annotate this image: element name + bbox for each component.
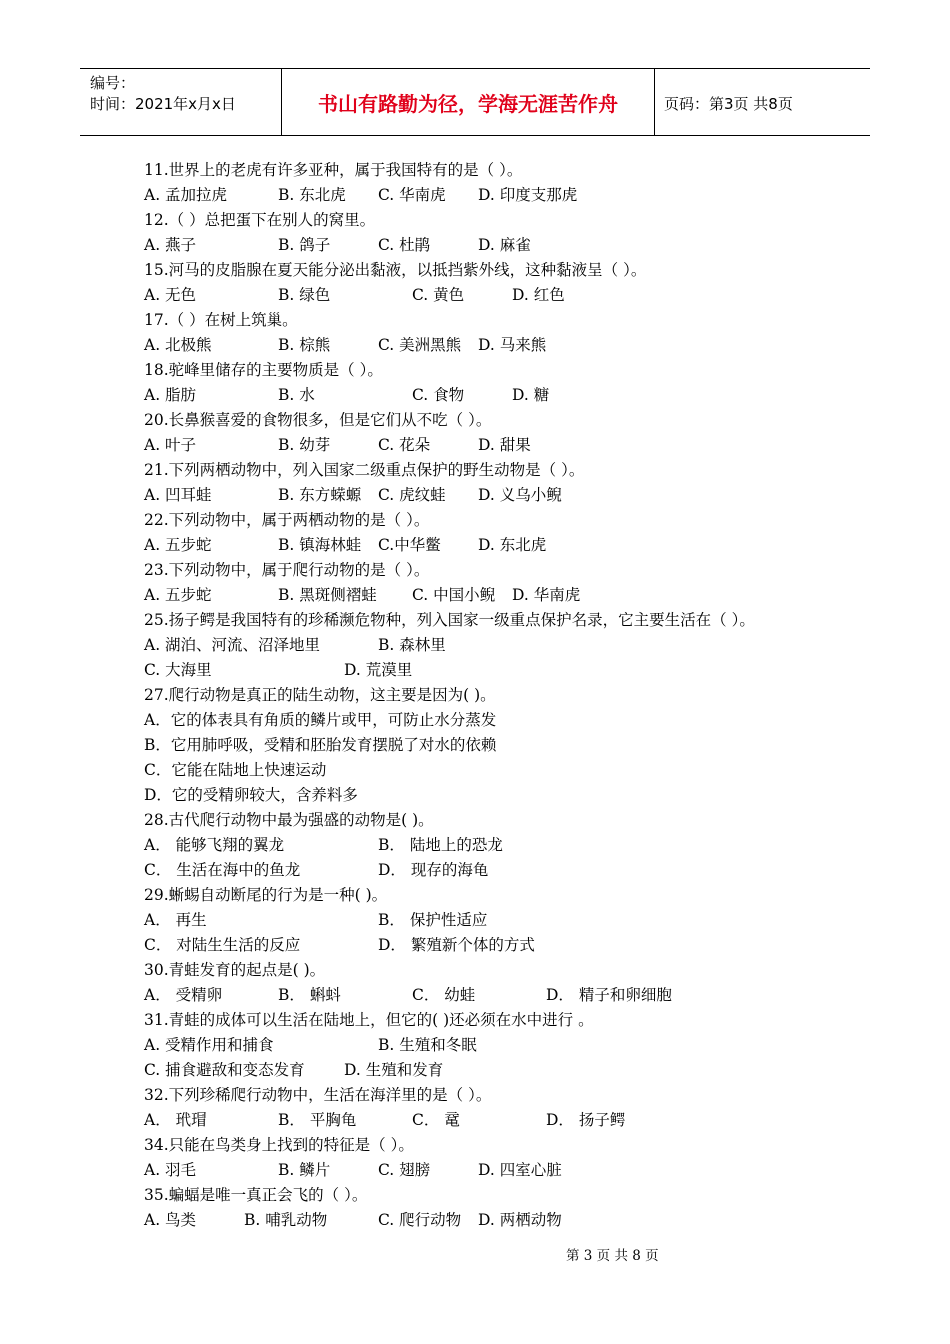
answer-option: B. 镇海林蛙	[278, 536, 362, 554]
question-stem: 32.下列珍稀爬行动物中，生活在海洋里的是（ ）。	[144, 1086, 492, 1104]
header-page-info: 页码：第3页 共8页	[664, 95, 793, 113]
answer-option: B. 森林里	[378, 636, 446, 654]
question-stem: 23.下列动物中，属于爬行动物的是（ ）。	[144, 561, 430, 579]
answer-option: A. 羽毛	[144, 1161, 197, 1179]
options-row	[144, 733, 844, 758]
options-row	[144, 233, 844, 258]
document-header	[80, 68, 870, 136]
answer-option: D. 印度支那虎	[478, 186, 578, 204]
answer-option: B. 黑斑侧褶蛙	[278, 586, 377, 604]
answer-option: D． 繁殖新个体的方式	[378, 936, 535, 954]
answer-option: A. 北极熊	[144, 336, 212, 354]
answer-option: A. 燕子	[144, 236, 197, 254]
question-list	[144, 158, 844, 1233]
answer-option: D． 现存的海龟	[378, 861, 489, 879]
question-stem: 28.古代爬行动物中最为强盛的动物是( )。	[144, 811, 434, 829]
answer-option: A. 受精作用和捕食	[144, 1036, 274, 1054]
number-label: 编号：	[90, 74, 136, 92]
answer-option: D．它的受精卵较大，含养料多	[144, 786, 358, 804]
answer-option: C.中华鳖	[378, 536, 441, 554]
options-row	[144, 483, 844, 508]
options-row	[144, 333, 844, 358]
options-row	[144, 983, 844, 1008]
answer-option: A． 玳瑁	[144, 1111, 207, 1129]
options-row	[144, 783, 844, 808]
answer-option: C. 虎纹蛙	[378, 486, 446, 504]
answer-option: A. 五步蛇	[144, 586, 212, 604]
header-divider	[654, 69, 655, 135]
answer-option: D. 义乌小鲵	[478, 486, 562, 504]
page-footer: 第 3 页 共 8 页	[566, 1248, 659, 1264]
question-stem: 20.长鼻猴喜爱的食物很多，但是它们从不吃（ ）。	[144, 411, 492, 429]
options-row	[144, 833, 844, 858]
answer-option: D. 荒漠里	[344, 661, 413, 679]
answer-option: B. 生殖和冬眠	[378, 1036, 477, 1054]
question-stem: 11.世界上的老虎有许多亚种，属于我国特有的是（ ）。	[144, 161, 523, 179]
question-stem: 22.下列动物中，属于两栖动物的是（ ）。	[144, 511, 430, 529]
question-stem: 18.驼峰里储存的主要物质是（ ）。	[144, 361, 383, 379]
answer-option: C. 捕食避敌和变态发育	[144, 1061, 305, 1079]
question-stem: 29.蜥蜴自动断尾的行为是一种( )。	[144, 886, 388, 904]
answer-option: A． 再生	[144, 911, 207, 929]
options-row	[144, 758, 844, 783]
answer-option: C． 对陆生生活的反应	[144, 936, 301, 954]
answer-option: A. 叶子	[144, 436, 197, 454]
answer-option: A． 能够飞翔的翼龙	[144, 836, 285, 854]
answer-option: D. 四室心脏	[478, 1161, 562, 1179]
answer-option: B. 东方蝾螈	[278, 486, 362, 504]
answer-option: C. 花朵	[378, 436, 431, 454]
answer-option: B. 鸽子	[278, 236, 331, 254]
question-stem: 17.（ ）在树上筑巢。	[144, 311, 298, 329]
answer-option: C. 食物	[412, 386, 465, 404]
question-stem: 15.河马的皮脂腺在夏天能分泌出黏液，以抵挡紫外线，这种黏液呈（ ）。	[144, 261, 647, 279]
question-stem: 12.（ ）总把蛋下在别人的窝里。	[144, 211, 376, 229]
answer-option: A. 孟加拉虎	[144, 186, 228, 204]
options-row	[144, 1033, 844, 1058]
answer-option: A． 受精卵	[144, 986, 223, 1004]
answer-option: A. 五步蛇	[144, 536, 212, 554]
options-row	[144, 1108, 844, 1133]
answer-option: B. 东北虎	[278, 186, 346, 204]
answer-option: D. 两栖动物	[478, 1211, 562, 1229]
options-row	[144, 183, 844, 208]
answer-option: D. 糖	[512, 386, 550, 404]
answer-option: A. 脂肪	[144, 386, 197, 404]
question-stem: 31.青蛙的成体可以生活在陆地上，但它的( )还必须在水中进行 。	[144, 1011, 594, 1029]
question-stem: 34.只能在鸟类身上找到的特征是（ ）。	[144, 1136, 414, 1154]
answer-option: A. 湖泊、河流、沼泽地里	[144, 636, 321, 654]
options-row	[144, 533, 844, 558]
options-row	[144, 658, 844, 683]
answer-option: C. 翅膀	[378, 1161, 431, 1179]
options-row	[144, 283, 844, 308]
answer-option: C． 鼋	[412, 1111, 460, 1129]
answer-option: D. 东北虎	[478, 536, 547, 554]
answer-option: B. 绿色	[278, 286, 331, 304]
question-stem: 27.爬行动物是真正的陆生动物，这主要是因为( )。	[144, 686, 496, 704]
answer-option: C. 杜鹃	[378, 236, 431, 254]
time-label: 时间：2021年x月x日	[90, 95, 236, 113]
options-row	[144, 433, 844, 458]
answer-option: C. 黄色	[412, 286, 465, 304]
options-row	[144, 858, 844, 883]
answer-option: D． 精子和卵细胞	[546, 986, 672, 1004]
answer-option: C. 华南虎	[378, 186, 446, 204]
answer-option: D. 甜果	[478, 436, 531, 454]
answer-option: D. 麻雀	[478, 236, 531, 254]
answer-option: A. 凹耳蛙	[144, 486, 212, 504]
answer-option: A. 鸟类	[144, 1211, 197, 1229]
options-row	[144, 1158, 844, 1183]
options-row	[144, 383, 844, 408]
answer-option: D. 华南虎	[512, 586, 581, 604]
question-stem: 35.蝙蝠是唯一真正会飞的（ ）。	[144, 1186, 368, 1204]
answer-option: C. 中国小鲵	[412, 586, 496, 604]
answer-option: B. 哺乳动物	[244, 1211, 328, 1229]
answer-option: C. 爬行动物	[378, 1211, 462, 1229]
answer-option: B．它用肺呼吸，受精和胚胎发育摆脱了对水的依赖	[144, 736, 497, 754]
answer-option: B． 平胸龟	[278, 1111, 357, 1129]
options-row	[144, 633, 844, 658]
options-row	[144, 933, 844, 958]
question-stem: 25.扬子鳄是我国特有的珍稀濒危物种，列入国家一级重点保护名录，它主要生活在（ ）。	[144, 611, 755, 629]
header-motto: 书山有路勤为径，学海无涯苦作舟	[318, 91, 618, 116]
answer-option: D. 生殖和发育	[344, 1061, 444, 1079]
answer-option: B. 鳞片	[278, 1161, 331, 1179]
answer-option: B． 陆地上的恐龙	[378, 836, 503, 854]
options-row	[144, 908, 844, 933]
question-stem: 30.青蛙发育的起点是( )。	[144, 961, 326, 979]
answer-option: B. 水	[278, 386, 315, 404]
answer-option: B． 蝌蚪	[278, 986, 341, 1004]
question-stem: 21.下列两栖动物中，列入国家二级重点保护的野生动物是（ ）。	[144, 461, 585, 479]
answer-option: D. 马来熊	[478, 336, 547, 354]
options-row	[144, 583, 844, 608]
answer-option: C． 生活在海中的鱼龙	[144, 861, 301, 879]
options-row	[144, 1058, 844, 1083]
answer-option: A. 无色	[144, 286, 197, 304]
answer-option: D. 红色	[512, 286, 565, 304]
answer-option: A．它的体表具有角质的鳞片或甲，可防止水分蒸发	[144, 711, 497, 729]
answer-option: B． 保护性适应	[378, 911, 488, 929]
header-meta	[90, 73, 280, 115]
answer-option: C. 美洲黑熊	[378, 336, 462, 354]
answer-option: C． 幼蛙	[412, 986, 476, 1004]
answer-option: C. 大海里	[144, 661, 212, 679]
answer-option: B. 棕熊	[278, 336, 331, 354]
answer-option: B. 幼芽	[278, 436, 331, 454]
options-row	[144, 1208, 844, 1233]
options-row	[144, 708, 844, 733]
answer-option: C．它能在陆地上快速运动	[144, 761, 327, 779]
answer-option: D． 扬子鳄	[546, 1111, 626, 1129]
